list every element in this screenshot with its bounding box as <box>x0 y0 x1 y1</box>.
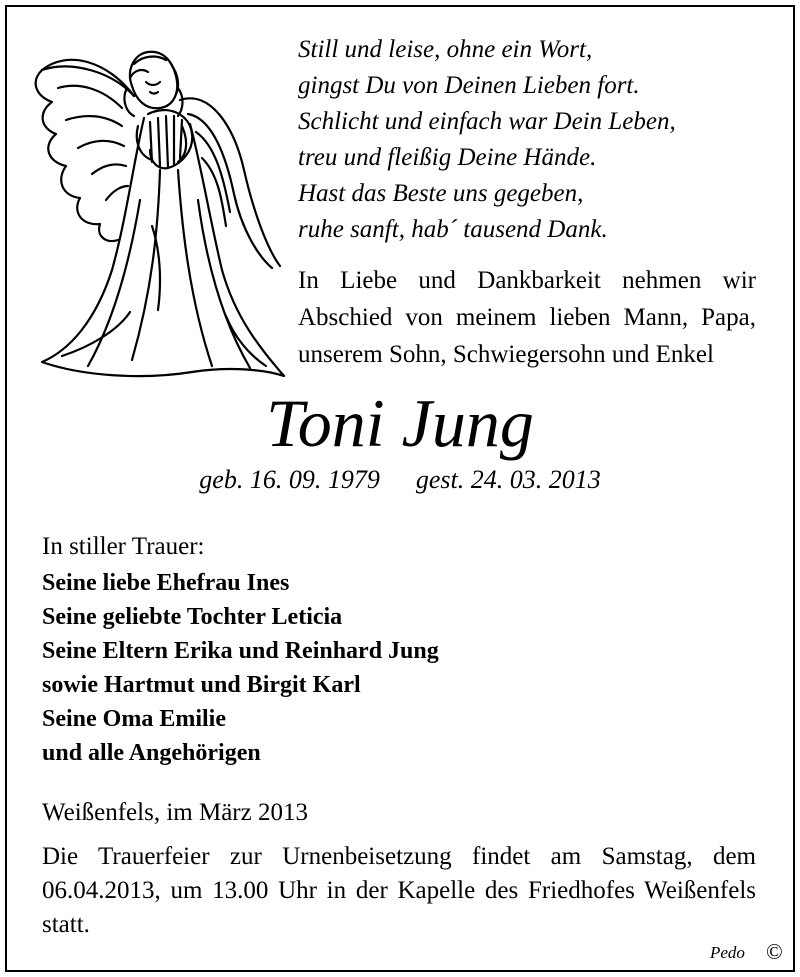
poem-line: Still und leise, ohne ein Wort, <box>298 36 593 63</box>
poem-line: gingst Du von Deinen Lieben fort. <box>298 72 640 99</box>
birth-date: geb. 16. 09. 1979 <box>199 465 380 494</box>
service-line: Die Trauerfeier zur Urnenbeisetzung findet am Samstag, dem <box>42 843 756 870</box>
mourner-line: Seine Oma Emilie <box>42 706 226 732</box>
mourners-list <box>42 566 439 770</box>
poem-line: Hast das Beste uns gegeben, <box>298 180 584 207</box>
farewell-intro <box>298 262 756 373</box>
mourner-line: Seine geliebte Tochter Leticia <box>42 604 343 630</box>
poem-line: Schlicht und einfach war Dein Leben, <box>298 108 676 135</box>
service-line: statt. <box>42 911 90 938</box>
poem <box>298 32 676 248</box>
copyright-symbol: © <box>766 939 783 964</box>
mourner-line: Seine liebe Ehefrau Ines <box>42 570 290 596</box>
mourner-line: und alle Angehörigen <box>42 740 261 766</box>
mourner-line: sowie Hartmut und Birgit Karl <box>42 672 361 698</box>
mourner-line: Seine Eltern Erika und Reinhard Jung <box>42 638 439 664</box>
death-date: gest. 24. 03. 2013 <box>415 465 601 494</box>
poem-line: ruhe sanft, hab´ tausend Dank. <box>298 216 608 243</box>
angel-with-harp-illustration <box>22 30 292 390</box>
service-line: 06.04.2013, um 13.00 Uhr in der Kapelle des Friedhofes Weißenfels <box>42 877 756 904</box>
poem-line: treu und fleißig Deine Hände. <box>298 144 597 171</box>
intro-line: Abschied von meinem lieben Mann, Papa, <box>298 304 756 331</box>
intro-line: unserem Sohn, Schwiegersohn und Enkel <box>298 341 714 368</box>
intro-line: In Liebe und Dankbarkeit nehmen wir <box>298 267 756 294</box>
mourning-label: In stiller Trauer: <box>42 533 205 560</box>
designer-signature: Pedo <box>710 943 745 962</box>
funeral-service-info <box>42 840 756 942</box>
place-and-date: Weißenfels, im März 2013 <box>42 799 308 826</box>
life-dates <box>0 462 800 498</box>
deceased-name: Toni Jung <box>266 385 534 461</box>
